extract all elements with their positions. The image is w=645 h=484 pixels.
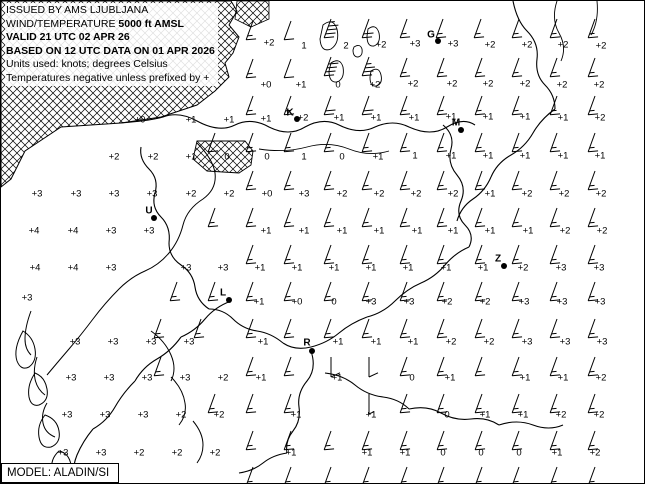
temperature-label: +1	[333, 112, 345, 124]
temperature-label: +1	[370, 112, 382, 124]
temperature-label: +2	[556, 79, 568, 91]
temperature-label: +3	[143, 225, 155, 237]
temperature-label: +1	[253, 296, 265, 308]
wind-barb	[324, 467, 339, 484]
temperature-label: +2	[589, 447, 601, 459]
temperature-label: +2	[595, 372, 607, 384]
temperature-label: +3	[31, 188, 43, 200]
temperature-label: +3	[70, 188, 82, 200]
temperature-label: +2	[407, 78, 419, 90]
temperature-label: +1	[399, 447, 411, 459]
temperature-label: +3	[103, 372, 115, 384]
wind-barb	[154, 319, 169, 341]
temperature-label: +2	[133, 447, 145, 459]
temperature-label: +3	[555, 262, 567, 274]
wind-barb	[550, 467, 565, 484]
wind-barb	[246, 96, 261, 118]
temperature-label: +3	[403, 296, 415, 308]
city-dot	[309, 348, 315, 354]
temperature-label: +1	[519, 150, 531, 162]
wind-barb	[474, 19, 489, 41]
wind-barb	[246, 467, 261, 484]
temperature-label: +2	[185, 188, 197, 200]
temperature-label: +1	[444, 372, 456, 384]
wind-barb	[437, 467, 452, 484]
wind-barb	[475, 357, 490, 379]
temperature-label: +3	[141, 372, 153, 384]
temperature-label: +1	[290, 409, 302, 421]
temperature-label: +2	[479, 296, 491, 308]
temperature-label: +1	[291, 262, 303, 274]
wind-barb	[550, 58, 565, 80]
temperature-label: +3	[298, 188, 310, 200]
temperature-label: +1	[445, 150, 457, 162]
temperature-label: +1	[332, 336, 344, 348]
temperature-label: +3	[217, 262, 229, 274]
temperature-label: +1	[298, 225, 310, 237]
temperature-label: +2	[596, 225, 608, 237]
temperature-label: 2	[343, 40, 349, 52]
temperature-label: +2	[263, 37, 275, 49]
wind-barb	[512, 19, 527, 41]
temperature-label: +2	[171, 447, 183, 459]
wind-barb	[400, 58, 415, 80]
internal-border	[259, 1, 597, 154]
temperature-label: 0	[440, 447, 446, 459]
wind-barb	[362, 57, 377, 79]
wind-barb	[284, 133, 299, 155]
temperature-label: +2	[369, 79, 381, 91]
temperature-label: +1	[517, 409, 529, 421]
temperature-label: +1	[255, 372, 267, 384]
wind-barb	[284, 208, 299, 230]
wind-barb	[170, 282, 185, 304]
wind-barb	[284, 319, 299, 341]
temperature-label: 1	[301, 40, 307, 52]
wind-barb	[362, 19, 377, 41]
wind-barb	[324, 57, 339, 79]
temperature-label: +1	[482, 150, 494, 162]
temperature-label: +1	[411, 225, 423, 237]
temperature-label: +1	[372, 151, 384, 163]
temperature-label: 0	[339, 151, 345, 163]
city-label: G	[427, 29, 435, 41]
temperature-label: +3	[556, 296, 568, 308]
temperature-label: +4	[67, 262, 79, 274]
temperature-label: +1	[484, 188, 496, 200]
city-label: M	[451, 117, 461, 129]
city-dot	[226, 297, 232, 303]
temperature-label: +2	[559, 225, 571, 237]
wind-barb	[284, 171, 299, 193]
temperature-label: +2	[517, 262, 529, 274]
temperature-label: +1	[328, 262, 340, 274]
wind-barb	[246, 171, 261, 193]
temperature-label: +3	[105, 262, 117, 274]
header-units: Units used: knots; degrees Celsius	[6, 58, 168, 70]
temperature-label: +2	[595, 188, 607, 200]
wind-barb	[369, 357, 378, 377]
temperature-label: +3	[108, 188, 120, 200]
wind-barb	[512, 467, 527, 484]
temperature-label: 0	[264, 151, 270, 163]
temperature-label: +4	[28, 225, 40, 237]
temperature-label: +2	[410, 188, 422, 200]
temperature-label: +1	[365, 409, 377, 421]
wind-barb	[475, 467, 490, 484]
temperature-label: +1	[185, 114, 197, 126]
temperature-label: +3	[21, 292, 33, 304]
model-label: MODEL: ALADIN/SI	[1, 463, 119, 483]
temperature-label: +1	[551, 447, 563, 459]
temperature-label: +1	[557, 150, 569, 162]
wind-barb	[284, 59, 299, 81]
city-label: K	[286, 107, 294, 119]
temperature-label: +1	[336, 225, 348, 237]
temperature-label: +2	[555, 409, 567, 421]
wind-barb	[437, 58, 452, 80]
temperature-label: +3	[559, 336, 571, 348]
temperature-label: +2	[482, 78, 494, 90]
temperature-label: +2	[557, 39, 569, 51]
temperature-label: +2	[593, 79, 605, 91]
wind-barb	[246, 431, 261, 453]
city-dot	[501, 263, 507, 269]
header-issuer: ISSUED BY AMS LJUBLJANA	[6, 4, 149, 16]
wind-barb	[284, 467, 299, 484]
wind-barb	[588, 467, 603, 484]
temperature-label: +3	[99, 409, 111, 421]
wind-barb	[475, 58, 490, 80]
temperature-label: +3	[518, 296, 530, 308]
temperature-label: +2	[521, 188, 533, 200]
header-based-on: BASED ON 12 UTC DATA ON 01 APR 2026	[6, 44, 215, 57]
temperature-label: +3	[137, 409, 149, 421]
lake-outlines	[320, 22, 381, 86]
temperature-label: +3	[365, 296, 377, 308]
temperature-label: +1	[445, 111, 457, 123]
wind-barb	[362, 467, 377, 484]
forecast-header	[5, 3, 218, 86]
header-level: WIND/TEMPERATURE 5000 ft AMSL	[6, 17, 184, 30]
temperature-label: +2	[445, 336, 457, 348]
temperature-label: +2	[223, 188, 235, 200]
header-level-value: 5000 ft AMSL	[118, 17, 184, 30]
wind-barb	[246, 59, 261, 81]
temperature-label: +2	[336, 188, 348, 200]
temperature-label: +0	[261, 188, 273, 200]
temperature-label: +0	[291, 296, 303, 308]
temperature-label: 1	[301, 151, 307, 163]
wind-barb	[246, 208, 261, 230]
wind-barb	[154, 357, 169, 379]
temperature-label: +3	[409, 38, 421, 50]
temperature-label: +1	[285, 447, 297, 459]
wind-barb	[324, 431, 339, 453]
temperature-label: +2	[558, 188, 570, 200]
temperature-label: +2	[175, 409, 187, 421]
temperature-label: +1	[185, 151, 197, 163]
temperature-label: +3	[594, 296, 606, 308]
temperature-label: +2	[447, 188, 459, 200]
temperature-label: +3	[69, 336, 81, 348]
temperature-label: +1	[594, 150, 606, 162]
temperature-label: +1	[557, 372, 569, 384]
temperature-label: +1	[519, 111, 531, 123]
temperature-label: +1	[402, 262, 414, 274]
city-label: L	[219, 287, 227, 299]
wind-barb	[588, 58, 603, 80]
temperature-label: +2	[375, 39, 387, 51]
temperature-label: 0	[516, 447, 522, 459]
temperature-label: +2	[595, 40, 607, 52]
city-label: Z	[494, 253, 502, 265]
temperature-label: +1	[365, 262, 377, 274]
wind-barb	[246, 133, 261, 155]
temperature-label: +1	[331, 372, 343, 384]
temperature-label: +1	[519, 372, 531, 384]
temperature-label: +3	[57, 447, 69, 459]
temperature-label: +2	[217, 372, 229, 384]
temperature-label: +1	[447, 225, 459, 237]
wind-barb	[284, 21, 299, 43]
temperature-label: +2	[593, 409, 605, 421]
temperature-label: +2	[213, 409, 225, 421]
temperature-label: 0	[478, 447, 484, 459]
temperature-label: +3	[179, 372, 191, 384]
temperature-label: +2	[519, 78, 531, 90]
temperature-label: +3	[180, 262, 192, 274]
temperature-label: +1	[257, 336, 269, 348]
temperature-label: +1	[295, 79, 307, 91]
wind-barb	[246, 394, 261, 416]
header-valid: VALID 21 UTC 02 APR 26	[6, 31, 130, 43]
temperature-label: +2	[209, 447, 221, 459]
temperature-label: +4	[29, 262, 41, 274]
temperature-label: +3	[61, 409, 73, 421]
city-label: U	[145, 205, 153, 217]
temperature-label: 0	[444, 409, 450, 421]
temperature-label: +2	[108, 151, 120, 163]
temperature-label: +1	[407, 336, 419, 348]
temperature-label: +1	[373, 225, 385, 237]
temperature-label: +1	[482, 111, 494, 123]
temperature-label: 0	[409, 372, 415, 384]
temperature-label: +3	[521, 336, 533, 348]
temperature-label: +0	[260, 79, 272, 91]
temperature-label: +2	[521, 39, 533, 51]
temperature-label: +3	[183, 336, 195, 348]
temperature-label: +3	[65, 372, 77, 384]
temperature-label: +3	[596, 336, 608, 348]
temperature-label: +1	[522, 225, 534, 237]
temperature-label: +3	[447, 38, 459, 50]
temperature-label: +1	[479, 409, 491, 421]
temperature-label: +2	[147, 151, 159, 163]
temperature-label: +2	[297, 112, 309, 124]
city-dot	[435, 38, 441, 44]
temperature-label: +0	[134, 114, 146, 126]
temperature-label: +2	[446, 78, 458, 90]
wind-barb	[284, 357, 299, 379]
temperature-label: +3	[107, 336, 119, 348]
temperature-label: +1	[361, 447, 373, 459]
temperature-label: +1	[254, 262, 266, 274]
temperature-label: +2	[483, 336, 495, 348]
temperature-label: +1	[223, 114, 235, 126]
wind-barb	[208, 208, 223, 230]
temperature-label: +3	[105, 225, 117, 237]
temperature-label: +1	[260, 113, 272, 125]
temperature-label: +2	[441, 296, 453, 308]
temperature-label: +3	[95, 447, 107, 459]
temperature-label: 0	[335, 79, 341, 91]
city-label: R	[303, 337, 311, 349]
wind-barb	[400, 394, 415, 416]
temperature-label: +1	[370, 336, 382, 348]
temperature-label: +2	[594, 112, 606, 124]
temperature-label: +1	[408, 112, 420, 124]
temperature-label: +3	[145, 336, 157, 348]
temperature-label: 0	[224, 151, 230, 163]
temperature-label: 1	[412, 150, 418, 162]
header-temp-note: Temperatures negative unless prefixed by +	[6, 71, 210, 84]
temperature-label: 0	[331, 296, 337, 308]
temperature-label: +2	[484, 39, 496, 51]
temperature-label: +4	[67, 225, 79, 237]
temperature-label: +1	[477, 262, 489, 274]
temperature-label: +3	[146, 188, 158, 200]
temperature-label: +1	[440, 262, 452, 274]
wind-barb	[324, 133, 339, 155]
temperature-label: +2	[373, 188, 385, 200]
temperature-label: +1	[557, 112, 569, 124]
wind-barb	[512, 58, 527, 80]
temperature-label: +1	[484, 225, 496, 237]
wind-barb	[400, 467, 415, 484]
temperature-label: +3	[593, 262, 605, 274]
temperature-label: +1	[260, 225, 272, 237]
